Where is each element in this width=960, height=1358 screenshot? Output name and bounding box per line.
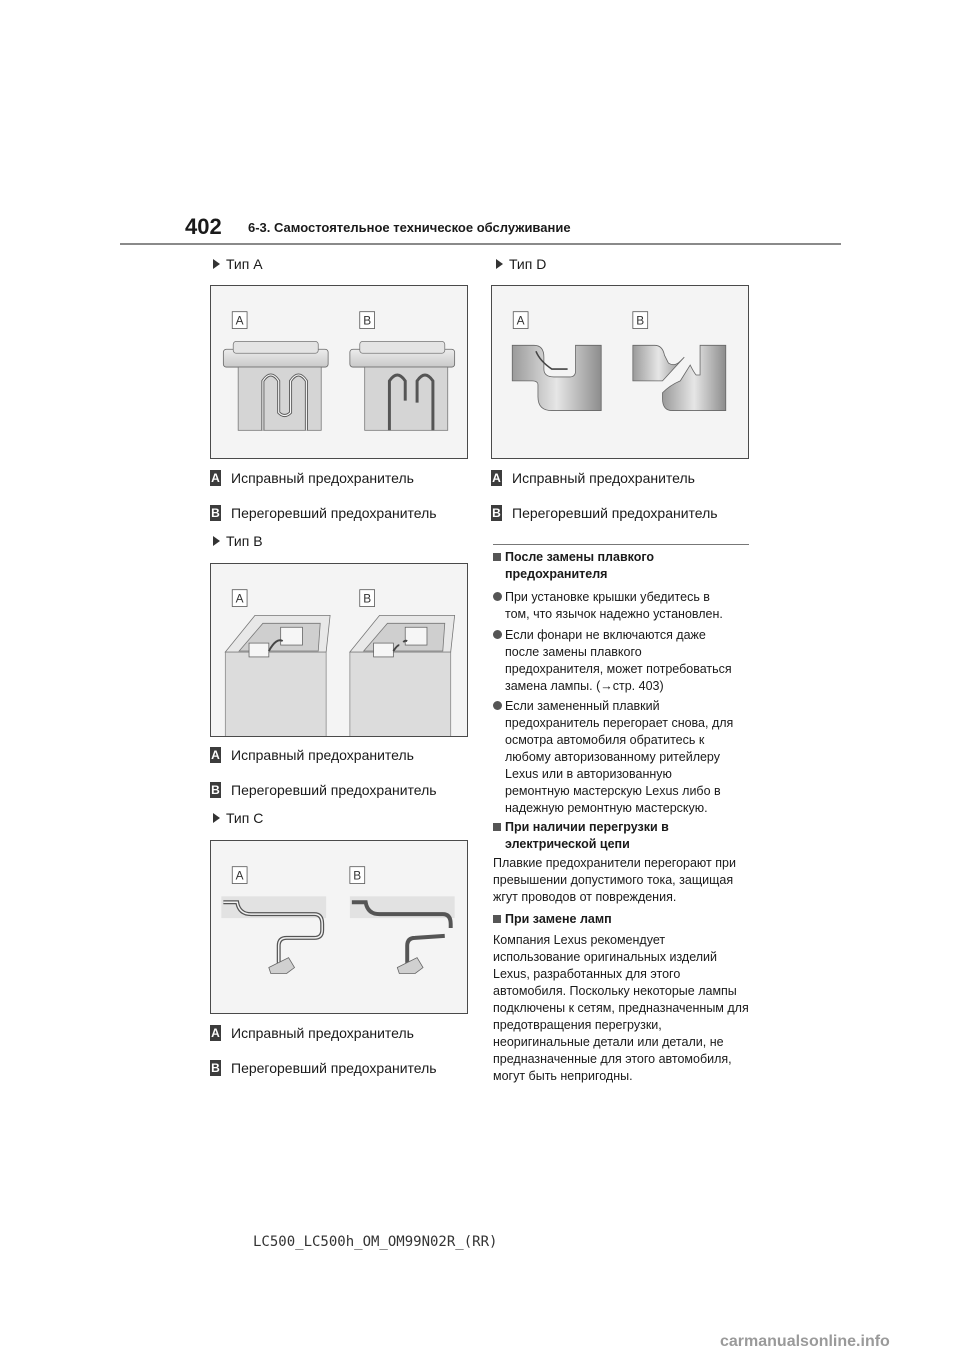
type-b-fuse-drawing <box>211 564 467 736</box>
document-code: LC500_LC500h_OM_OM99N02R_(RR) <box>253 1234 498 1250</box>
legend-text: Исправный предохранитель <box>512 470 695 486</box>
legend-text: Перегоревший предохранитель <box>231 505 437 521</box>
bullet-item: Если замененный плавкий предохранитель перегорает снова, для осмотра автомобиля обратитесь к любому авторизованному ритейлеру Lexus или в авторизованную ремонтную мастерскую Lexus либо в надежную ремонтную мастерскую. <box>493 698 738 817</box>
fig-label-b: B <box>636 313 645 328</box>
type-a-legend-blown <box>210 505 437 521</box>
type-b-heading-text: Тип B <box>226 533 263 549</box>
triangle-bullet-icon <box>213 813 220 823</box>
type-a-legend-good <box>210 470 414 486</box>
type-a-heading <box>213 256 263 272</box>
section-overload-heading: При наличии перегрузки в электрической цепи <box>493 819 733 853</box>
good-fuse-c <box>221 896 326 973</box>
blown-fuse-c <box>350 896 455 973</box>
type-b-legend-blown <box>210 782 437 798</box>
legend-badge-a: A <box>211 1026 220 1040</box>
type-c-heading-text: Тип C <box>226 810 264 826</box>
fig-label-b: B <box>363 591 372 606</box>
section-overload-body: Плавкие предохранители перегорают при превышении допустимого тока, защищая жгут проводов от повреждения. <box>493 856 736 904</box>
circle-bullet-icon <box>493 630 502 639</box>
square-bullet-icon <box>493 915 501 923</box>
type-a-fuse-drawing <box>211 286 467 458</box>
triangle-bullet-icon <box>213 259 220 269</box>
legend-badge-a: A <box>211 748 220 762</box>
legend-text: Исправный предохранитель <box>231 1025 414 1041</box>
blown-fuse-b <box>350 615 455 736</box>
fig-label-b: B <box>363 313 372 328</box>
section-lamp-replacement-heading: При замене ламп <box>493 911 733 928</box>
blown-fuse-d <box>633 345 726 410</box>
legend-badge-a: A <box>211 471 220 485</box>
type-d-fuse-drawing <box>492 286 748 458</box>
fig-label-a: A <box>235 313 244 328</box>
fig-label-a: A <box>235 591 244 606</box>
type-b-legend-good <box>210 747 414 763</box>
type-c-legend-blown <box>210 1060 437 1076</box>
type-d-heading-text: Тип D <box>509 256 547 272</box>
fig-label-a: A <box>235 868 244 883</box>
fig-label-b: B <box>353 868 362 883</box>
fig-label-a: A <box>516 313 525 328</box>
square-bullet-icon <box>493 823 501 831</box>
watermark: carmanualsonline.info <box>720 1333 890 1350</box>
type-b-fuse-illustration <box>210 563 468 737</box>
type-c-fuse-illustration <box>210 840 468 1014</box>
legend-text: Перегоревший предохранитель <box>231 1060 437 1076</box>
legend-badge-b: B <box>211 506 220 520</box>
triangle-bullet-icon <box>213 536 220 546</box>
type-d-legend-blown <box>491 505 718 521</box>
type-c-fuse-drawing <box>211 841 467 1013</box>
type-b-heading <box>213 533 263 549</box>
type-d-fuse-illustration <box>491 285 749 459</box>
legend-text: Исправный предохранитель <box>231 470 414 486</box>
square-bullet-icon <box>493 553 501 561</box>
legend-text: Исправный предохранитель <box>231 747 414 763</box>
blown-fuse-a <box>350 341 455 430</box>
legend-text: Перегоревший предохранитель <box>231 782 437 798</box>
good-fuse-b <box>225 615 330 736</box>
type-c-heading <box>213 810 263 826</box>
type-c-legend-good <box>210 1025 414 1041</box>
section-after-replacement-heading: После замены плавкого предохранителя <box>493 549 733 583</box>
circle-bullet-icon <box>493 592 502 601</box>
type-d-heading <box>496 256 546 272</box>
section-lamp-replacement-body: Компания Lexus рекомендует использование оригинальных изделий Lexus, разработанных для этого автомобиля. Поскольку некоторые лампы подключены к сетям, предназначенным для предотвращения перегрузки, неоригинальные детали или детали, не предназначенные для этого автомобиля, могут быть непригодны. <box>493 933 749 1083</box>
triangle-bullet-icon <box>496 259 503 269</box>
circle-bullet-icon <box>493 701 502 710</box>
legend-badge-a: A <box>492 471 501 485</box>
section-title: 6-3. Самостоятельное техническое обслуживание <box>248 220 571 235</box>
type-a-heading-text: Тип A <box>226 256 263 272</box>
type-d-legend-good <box>491 470 695 486</box>
legend-badge-b: B <box>211 783 220 797</box>
header-divider <box>120 243 841 245</box>
page-number: 402 <box>185 214 222 239</box>
subsection-divider <box>493 544 749 545</box>
type-a-fuse-illustration <box>210 285 468 459</box>
legend-badge-b: B <box>211 1061 220 1075</box>
legend-text: Перегоревший предохранитель <box>512 505 718 521</box>
legend-badge-b: B <box>492 506 501 520</box>
bullet-item: Если фонари не включаются даже после замены плавкого предохранителя, может потребоваться замена лампы. (→стр. 403) <box>493 627 738 695</box>
bullet-item: При установке крышки убедитесь в том, что язычок надежно установлен. <box>493 589 738 623</box>
good-fuse-a <box>223 341 328 430</box>
good-fuse-d <box>512 345 601 410</box>
